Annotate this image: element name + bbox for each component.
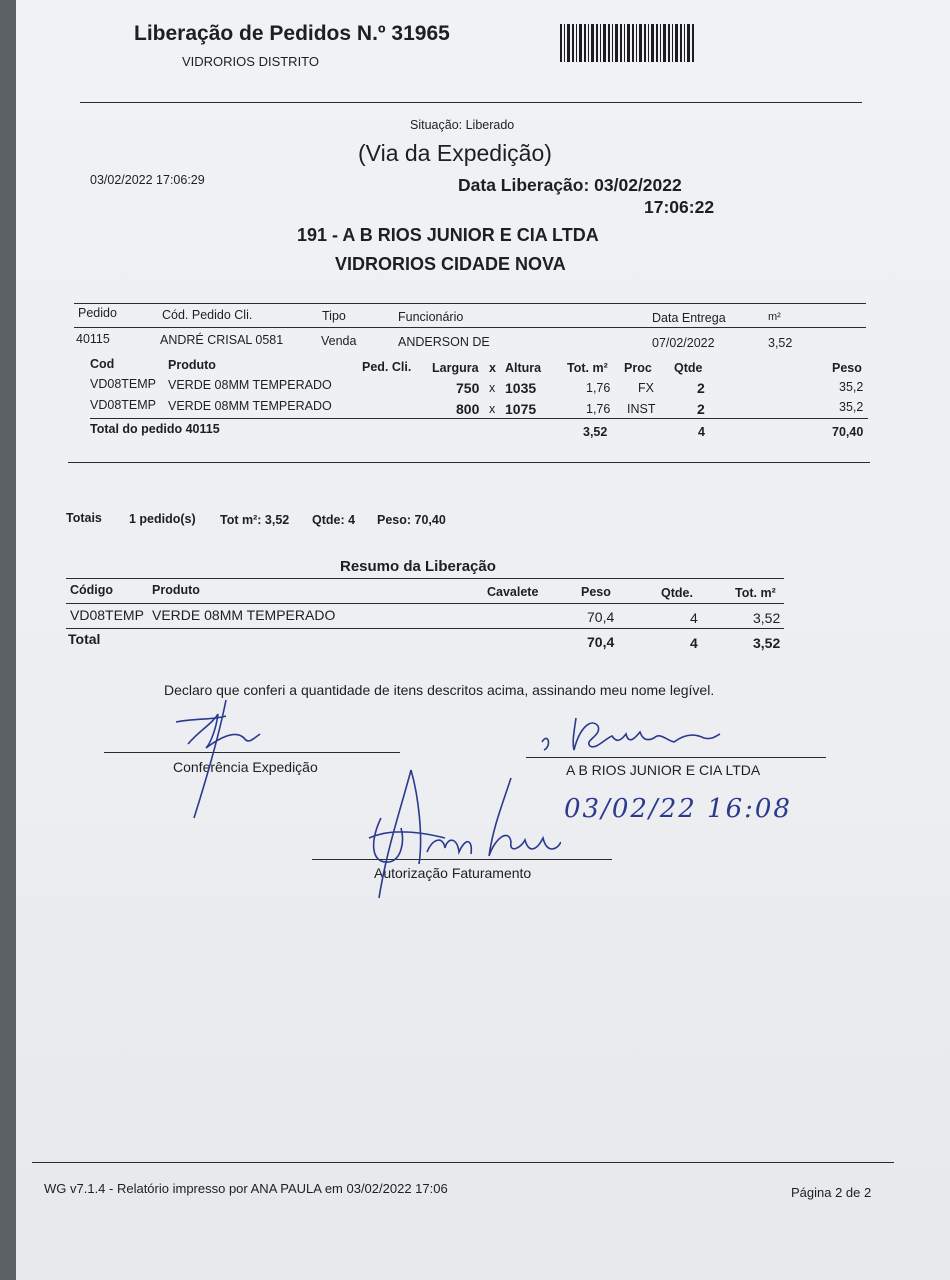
summary-produto: VERDE 08MM TEMPERADO: [152, 607, 336, 623]
release-time: 17:06:22: [644, 197, 715, 217]
signature-label-client: A B RIOS JUNIOR E CIA LTDA: [566, 762, 761, 778]
col-header-m2: m²: [768, 311, 781, 323]
col-header-cod-cli: Cód. Pedido Cli.: [162, 308, 253, 322]
item-header-tot-m2: Tot. m²: [567, 361, 608, 375]
summary-total-tot-m2: 3,52: [753, 635, 781, 651]
divider: [66, 628, 784, 629]
item-cod: VD08TEMP: [90, 377, 156, 391]
divider: [32, 1162, 894, 1163]
signature-scribble-expedicao: [166, 700, 286, 820]
item-header-x: x: [489, 361, 496, 375]
summary-header-produto: Produto: [152, 583, 200, 597]
divider: [74, 327, 866, 328]
order-number: 40115: [76, 332, 110, 346]
col-header-tipo: Tipo: [322, 309, 346, 323]
order-total-label: Total do pedido 40115: [90, 422, 220, 436]
item-x: x: [489, 381, 496, 395]
order-m2: 3,52: [768, 336, 793, 350]
item-produto: VERDE 08MM TEMPERADO: [168, 378, 332, 392]
order-total-qtde: 4: [698, 425, 705, 439]
item-header-altura: Altura: [505, 361, 542, 375]
item-header-qtde: Qtde: [674, 361, 703, 375]
summary-header-peso: Peso: [581, 585, 611, 599]
item-qtde: 2: [697, 401, 705, 417]
item-header-largura: Largura: [432, 361, 479, 375]
col-header-data-entrega: Data Entrega: [652, 311, 726, 325]
totals-label: Totais: [66, 511, 102, 525]
item-largura: 800: [456, 401, 480, 417]
summary-total-peso: 70,4: [587, 634, 615, 650]
item-proc: FX: [638, 381, 654, 395]
handwritten-date: 03/02/22 16:08: [564, 794, 792, 824]
col-header-pedido: Pedido: [78, 306, 117, 320]
item-tot-m2: 1,76: [586, 402, 611, 416]
item-altura: 1075: [505, 401, 537, 417]
order-delivery-date: 07/02/2022: [652, 336, 715, 350]
printed-timestamp: 03/02/2022 17:06:29: [90, 173, 205, 187]
summary-total-qtde: 4: [690, 635, 698, 651]
item-altura: 1035: [505, 380, 537, 396]
summary-total-label: Total: [68, 631, 101, 647]
divider: [90, 418, 868, 419]
barcode-icon: [560, 24, 696, 62]
via-label: (Via da Expedição): [358, 140, 552, 166]
divider: [66, 578, 784, 579]
totals-qtde: Qtde: 4: [312, 513, 356, 527]
summary-qtde: 4: [690, 610, 698, 626]
item-tot-m2: 1,76: [586, 381, 611, 395]
item-proc: INST: [627, 402, 656, 416]
company-name: VIDRORIOS DISTRITO: [182, 54, 319, 69]
order-type: Venda: [321, 334, 357, 348]
signature-scribble-faturamento: [361, 768, 561, 908]
order-total-m2: 3,52: [583, 425, 608, 439]
summary-codigo: VD08TEMP: [70, 607, 144, 623]
order-client-code: ANDRÉ CRISAL 0581: [160, 333, 284, 347]
item-header-proc: Proc: [624, 361, 652, 375]
footer-print-info: WG v7.1.4 - Relatório impresso por ANA PAULA em 03/02/2022 17:06: [44, 1181, 448, 1196]
divider: [68, 462, 870, 463]
summary-header-qtde: Qtde.: [661, 586, 693, 600]
summary-title: Resumo da Liberação: [340, 558, 496, 575]
signature-label-expedicao: Conferência Expedição: [173, 759, 318, 775]
item-peso: 35,2: [839, 380, 864, 394]
totals-peso: Peso: 70,40: [377, 513, 446, 527]
col-header-funcionario: Funcionário: [398, 310, 464, 324]
item-x: x: [489, 402, 496, 416]
summary-header-tot-m2: Tot. m²: [735, 586, 776, 600]
status-text: Situação: Liberado: [410, 118, 515, 132]
order-total-peso: 70,40: [832, 425, 864, 439]
release-date: Data Liberação: 03/02/2022: [458, 175, 682, 195]
totals-m2: Tot m²: 3,52: [220, 513, 290, 527]
item-header-produto: Produto: [168, 358, 216, 372]
summary-tot-m2: 3,52: [753, 610, 781, 626]
item-largura: 750: [456, 380, 480, 396]
document-page: [16, 0, 950, 1280]
signature-label-faturamento: Autorização Faturamento: [374, 865, 532, 881]
signature-scribble-client: [536, 712, 726, 762]
item-header-peso: Peso: [832, 361, 862, 375]
item-header-cod: Cod: [90, 357, 115, 371]
item-produto: VERDE 08MM TEMPERADO: [168, 399, 332, 413]
summary-peso: 70,4: [587, 609, 615, 625]
order-employee: ANDERSON DE: [398, 335, 490, 349]
item-peso: 35,2: [839, 400, 864, 414]
document-title: Liberação de Pedidos N.º 31965: [134, 22, 450, 45]
divider: [74, 303, 866, 304]
item-qtde: 2: [697, 380, 705, 396]
summary-header-codigo: Código: [70, 583, 114, 597]
item-cod: VD08TEMP: [90, 398, 156, 412]
item-header-ped-cli: Ped. Cli.: [362, 360, 412, 374]
client-branch: VIDRORIOS CIDADE NOVA: [335, 254, 566, 274]
summary-header-cavalete: Cavalete: [487, 585, 539, 599]
totals-pedidos: 1 pedido(s): [129, 512, 196, 526]
client-name: 191 - A B RIOS JUNIOR E CIA LTDA: [297, 225, 599, 245]
declaration-text: Declaro que conferi a quantidade de itens descritos acima, assinando meu nome legível.: [164, 682, 715, 698]
page-number: Página 2 de 2: [791, 1185, 872, 1200]
divider: [66, 603, 784, 604]
divider: [80, 102, 862, 103]
